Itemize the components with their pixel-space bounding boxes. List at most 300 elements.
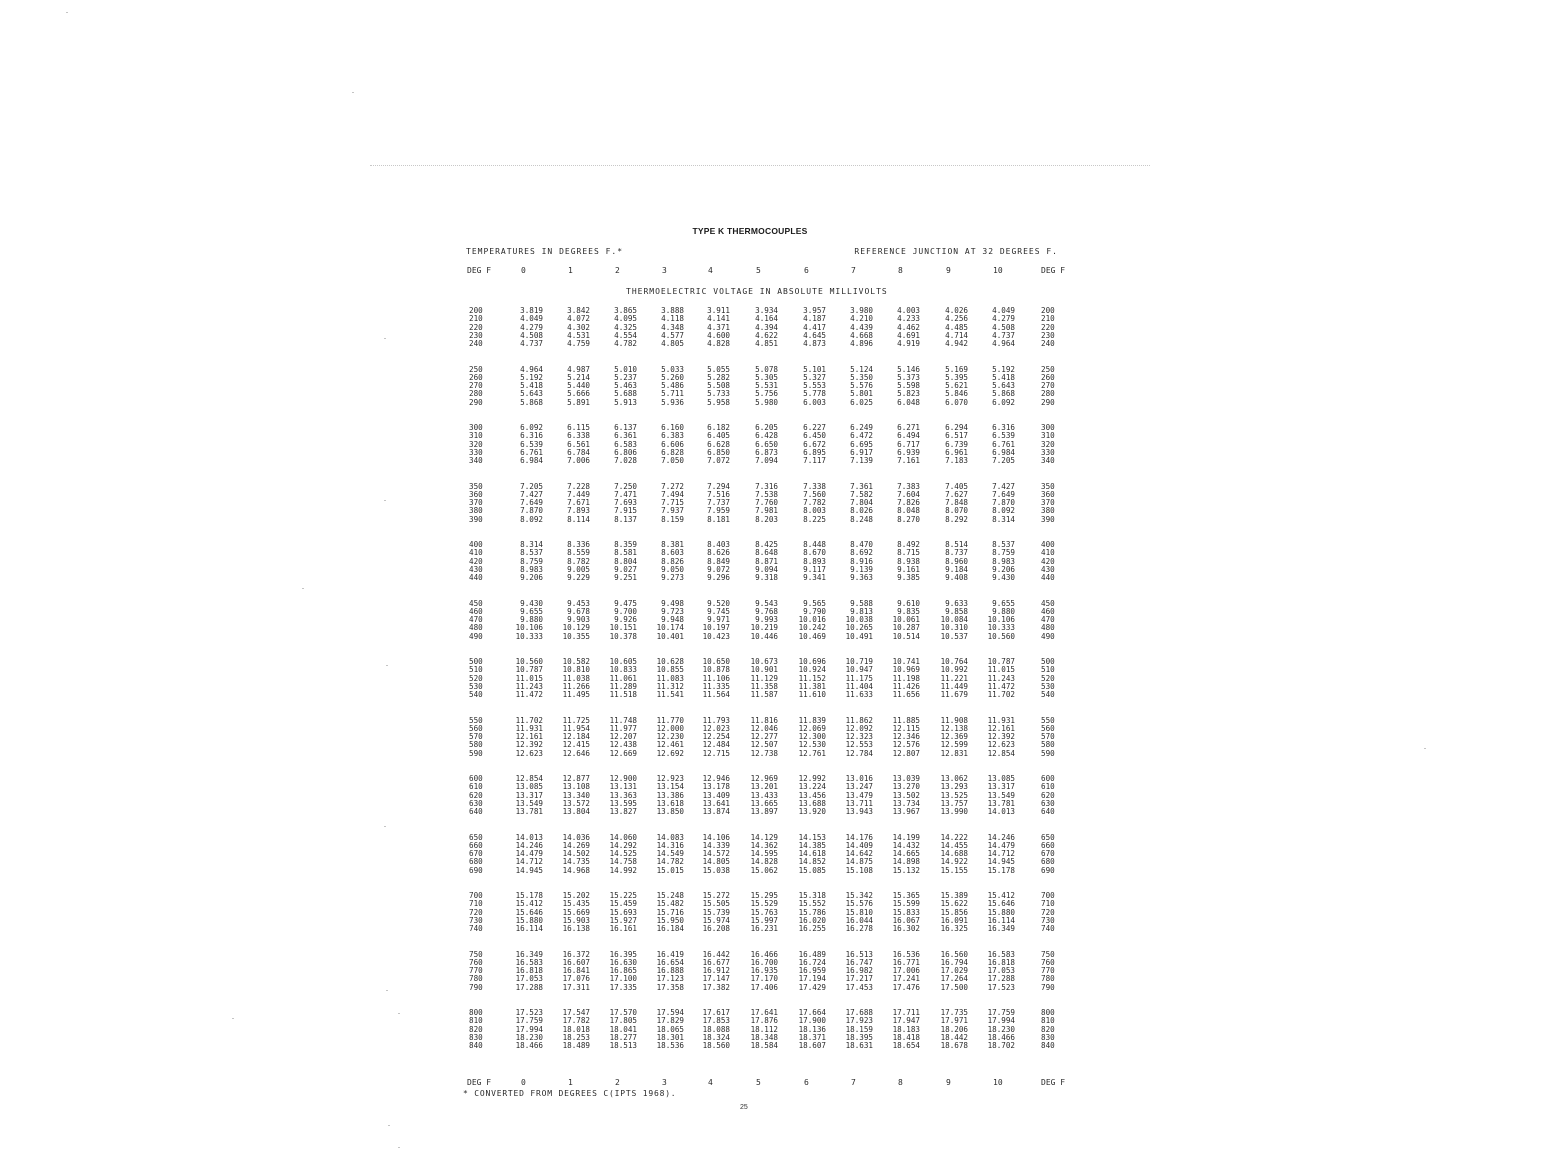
table-cell: 13.711	[845, 798, 873, 808]
table-cell: 3.934	[755, 306, 778, 315]
table-cell: 17.029	[940, 966, 968, 976]
scan-dotted-line	[370, 165, 1150, 166]
table-cell: 7.826	[897, 498, 920, 508]
column-header-bottom-cell-12: DEG F	[1041, 1078, 1066, 1087]
table-cell: 11.061	[609, 673, 637, 683]
table-cell: 7.228	[567, 481, 590, 491]
table-cell: 12.184	[562, 732, 590, 742]
table-cell: 14.246	[515, 840, 543, 850]
table-cell: 7.804	[850, 498, 873, 508]
row-label-left: 430	[469, 564, 483, 574]
row-label-left: 320	[469, 439, 483, 449]
table-cell: 15.716	[656, 907, 684, 917]
table-cell: 18.041	[609, 1024, 637, 1034]
table-cell: 9.251	[614, 573, 637, 583]
table-cell: 12.069	[798, 723, 826, 733]
table-cell: 14.409	[845, 840, 873, 850]
table-cell: 13.456	[798, 790, 826, 800]
row-label-left: 520	[469, 673, 483, 683]
table-cell: 17.194	[798, 974, 826, 984]
table-cell: 4.371	[707, 322, 730, 332]
table-cell: 14.246	[987, 832, 1015, 842]
table-cell: 12.092	[845, 723, 873, 733]
table-cell: 7.870	[992, 498, 1015, 508]
table-cell: 13.641	[702, 798, 730, 808]
table-cell: 6.383	[661, 431, 684, 441]
table-cell: 14.525	[609, 849, 637, 859]
table-cell: 4.668	[850, 330, 873, 340]
row-label-left: 580	[469, 740, 483, 750]
column-header-top-cell-9: 8	[898, 266, 903, 275]
column-header-bottom-cell-9: 8	[898, 1078, 903, 1087]
table-cell: 9.880	[992, 606, 1015, 616]
row-label-left: 600	[469, 774, 483, 783]
table-cell: 13.340	[562, 790, 590, 800]
table-cell: 10.469	[798, 631, 826, 641]
table-cell: 18.489	[562, 1041, 590, 1051]
table-cell: 8.381	[661, 540, 684, 549]
row-label-right: 230	[1041, 330, 1055, 340]
table-cell: 17.500	[940, 982, 968, 992]
table-cell: 6.961	[945, 447, 968, 457]
table-cell: 5.237	[614, 372, 637, 382]
table-cell: 8.759	[992, 548, 1015, 558]
row-label-left: 250	[469, 364, 483, 374]
table-cell: 5.621	[945, 381, 968, 391]
column-header-bottom-cell-1: 0	[521, 1078, 526, 1087]
table-cell: 17.288	[515, 982, 543, 992]
row-label-left: 440	[469, 573, 483, 583]
table-cell: 6.294	[945, 423, 968, 432]
table-cell: 7.715	[661, 498, 684, 508]
table-cell: 17.570	[609, 1008, 637, 1017]
table-cell: 15.739	[702, 907, 730, 917]
table-cell: 17.923	[845, 1016, 873, 1026]
table-cell: 7.848	[945, 498, 968, 508]
table-cell: 13.850	[656, 807, 684, 817]
table-cell: 17.476	[892, 982, 920, 992]
table-cell: 16.794	[940, 957, 968, 967]
table-cell: 5.576	[850, 381, 873, 391]
table-cell: 3.819	[520, 306, 543, 315]
row-label-right: 830	[1041, 1032, 1055, 1042]
table-cell: 15.786	[798, 907, 826, 917]
row-label-right: 470	[1041, 615, 1055, 625]
table-cell: 12.507	[750, 740, 778, 750]
table-cell: 9.408	[945, 573, 968, 583]
table-cell: 17.971	[940, 1016, 968, 1026]
table-cell: 10.787	[515, 665, 543, 675]
table-cell: 8.826	[661, 556, 684, 566]
table-cell: 4.302	[567, 322, 590, 332]
table-cell: 9.498	[661, 598, 684, 608]
table-cell: 8.470	[850, 540, 873, 549]
table-cell: 15.365	[892, 891, 920, 900]
table-cell: 8.514	[945, 540, 968, 549]
column-header-bottom-cell-8: 7	[851, 1078, 856, 1087]
table-cell: 8.270	[897, 514, 920, 524]
table-cell: 8.292	[945, 514, 968, 524]
table-cell: 12.761	[798, 748, 826, 758]
table-cell: 8.181	[707, 514, 730, 524]
table-cell: 15.459	[609, 899, 637, 909]
table-cell: 5.891	[567, 397, 590, 407]
row-label-left: 230	[469, 330, 483, 340]
table-cell: 7.737	[707, 498, 730, 508]
row-label-right: 580	[1041, 740, 1055, 750]
table-cell: 11.931	[515, 723, 543, 733]
row-label-right: 790	[1041, 982, 1055, 992]
table-cell: 16.161	[609, 924, 637, 934]
row-label-left: 620	[469, 790, 483, 800]
table-cell: 14.549	[656, 849, 684, 859]
table-cell: 12.854	[987, 748, 1015, 758]
table-cell: 7.937	[661, 506, 684, 516]
row-label-left: 210	[469, 314, 483, 324]
table-cell: 14.852	[798, 857, 826, 867]
scan-speck	[386, 990, 388, 991]
table-cell: 6.939	[897, 447, 920, 457]
table-cell: 14.106	[702, 832, 730, 842]
table-cell: 4.049	[992, 306, 1015, 315]
table-cell: 11.243	[515, 681, 543, 691]
table-cell: 9.903	[567, 615, 590, 625]
table-cell: 13.317	[515, 790, 543, 800]
table-cell: 6.650	[755, 439, 778, 449]
table-cell: 16.959	[798, 966, 826, 976]
table-cell: 7.028	[614, 456, 637, 466]
table-cell: 17.876	[750, 1016, 778, 1026]
table-cell: 17.006	[892, 966, 920, 976]
table-cell: 17.100	[609, 974, 637, 984]
table-cell: 11.472	[987, 681, 1015, 691]
table-cell: 10.378	[609, 631, 637, 641]
row-label-right: 810	[1041, 1016, 1055, 1026]
table-cell: 17.311	[562, 982, 590, 992]
table-cell: 12.946	[702, 774, 730, 783]
table-cell: 11.243	[987, 673, 1015, 683]
table-cell: 4.026	[945, 306, 968, 315]
table-cell: 16.184	[656, 924, 684, 934]
table-cell: 13.039	[892, 774, 920, 783]
table-cell: 14.013	[515, 832, 543, 842]
table-cell: 13.572	[562, 798, 590, 808]
table-cell: 12.484	[702, 740, 730, 750]
table-cell: 14.758	[609, 857, 637, 867]
table-cell: 16.583	[515, 957, 543, 967]
table-cell: 5.124	[850, 364, 873, 374]
table-cell: 17.994	[515, 1024, 543, 1034]
table-cell: 7.649	[520, 498, 543, 508]
table-cell: 4.210	[850, 314, 873, 324]
table-cell: 16.442	[702, 949, 730, 959]
table-cell: 8.804	[614, 556, 637, 566]
table-cell: 14.339	[702, 840, 730, 850]
table-cell: 18.230	[515, 1032, 543, 1042]
table-cell: 8.403	[707, 540, 730, 549]
table-cell: 10.106	[987, 615, 1015, 625]
table-cell: 5.101	[803, 364, 826, 374]
table-cell: 12.553	[845, 740, 873, 750]
table-cell: 14.385	[798, 840, 826, 850]
table-cell: 17.147	[702, 974, 730, 984]
table-cell: 10.719	[845, 657, 873, 666]
table-cell: 18.088	[702, 1024, 730, 1034]
row-label-right: 490	[1041, 631, 1055, 641]
table-cell: 9.206	[520, 573, 543, 583]
table-cell: 18.018	[562, 1024, 590, 1034]
table-cell: 18.395	[845, 1032, 873, 1042]
table-cell: 11.175	[845, 673, 873, 683]
table-cell: 17.429	[798, 982, 826, 992]
table-cell: 8.983	[992, 556, 1015, 566]
row-label-left: 420	[469, 556, 483, 566]
row-label-right: 220	[1041, 322, 1055, 332]
table-cell: 9.835	[897, 606, 920, 616]
table-cell: 13.363	[609, 790, 637, 800]
table-cell: 15.062	[750, 865, 778, 875]
table-cell: 6.316	[520, 431, 543, 441]
table-cell: 18.418	[892, 1032, 920, 1042]
row-label-right: 710	[1041, 899, 1055, 909]
scan-speck	[384, 338, 386, 339]
row-label-right: 450	[1041, 598, 1055, 608]
table-cell: 6.606	[661, 439, 684, 449]
table-cell: 12.323	[845, 732, 873, 742]
table-cell: 7.516	[707, 489, 730, 499]
column-header-top-cell-1: 0	[521, 266, 526, 275]
table-cell: 4.805	[661, 339, 684, 349]
table-cell: 7.427	[520, 489, 543, 499]
row-label-right: 740	[1041, 924, 1055, 934]
table-cell: 9.610	[897, 598, 920, 608]
table-cell: 13.618	[656, 798, 684, 808]
table-cell: 11.129	[750, 673, 778, 683]
table-cell: 9.027	[614, 564, 637, 574]
table-cell: 8.737	[945, 548, 968, 558]
table-cell: 16.654	[656, 957, 684, 967]
table-cell: 12.346	[892, 732, 920, 742]
table-cell: 6.472	[850, 431, 873, 441]
row-label-left: 760	[469, 957, 483, 967]
table-cell: 12.369	[940, 732, 968, 742]
table-cell: 13.062	[940, 774, 968, 783]
table-cell: 9.072	[707, 564, 730, 574]
table-cell: 18.678	[940, 1041, 968, 1051]
row-label-right: 750	[1041, 949, 1055, 959]
table-cell: 17.759	[515, 1016, 543, 1026]
table-cell: 12.230	[656, 732, 684, 742]
column-header-top-cell-7: 6	[804, 266, 809, 275]
table-cell: 5.846	[945, 389, 968, 399]
table-cell: 9.453	[567, 598, 590, 608]
table-cell: 16.865	[609, 966, 637, 976]
table-cell: 7.072	[707, 456, 730, 466]
row-label-right: 310	[1041, 431, 1055, 441]
table-cell: 12.669	[609, 748, 637, 758]
table-cell: 5.508	[707, 381, 730, 391]
table-cell: 14.968	[562, 865, 590, 875]
table-cell: 10.355	[562, 631, 590, 641]
table-cell: 6.182	[707, 423, 730, 432]
table-cell: 14.898	[892, 857, 920, 867]
row-label-right: 240	[1041, 339, 1055, 349]
row-label-left: 370	[469, 498, 483, 508]
table-cell: 7.294	[707, 481, 730, 491]
table-cell: 4.095	[614, 314, 637, 324]
table-cell: 4.851	[755, 339, 778, 349]
table-cell: 15.646	[515, 907, 543, 917]
table-cell: 17.217	[845, 974, 873, 984]
table-cell: 7.272	[661, 481, 684, 491]
row-label-left: 240	[469, 339, 483, 349]
table-cell: 13.131	[609, 782, 637, 792]
table-cell: 10.151	[609, 623, 637, 633]
row-label-right: 630	[1041, 798, 1055, 808]
table-cell: 18.607	[798, 1041, 826, 1051]
table-cell: 18.466	[987, 1032, 1015, 1042]
table-cell: 10.106	[515, 623, 543, 633]
table-cell: 14.013	[987, 807, 1015, 817]
column-header-top-cell-2: 1	[568, 266, 573, 275]
table-cell: 3.911	[707, 306, 730, 315]
row-label-left: 450	[469, 598, 483, 608]
table-cell: 10.038	[845, 615, 873, 625]
table-cell: 9.273	[661, 573, 684, 583]
row-label-left: 650	[469, 832, 483, 842]
table-cell: 7.893	[567, 506, 590, 516]
table-cell: 11.610	[798, 690, 826, 700]
table-cell: 11.289	[609, 681, 637, 691]
table-cell: 9.926	[614, 615, 637, 625]
table-cell: 13.085	[515, 782, 543, 792]
table-cell: 6.405	[707, 431, 730, 441]
table-cell: 17.711	[892, 1008, 920, 1017]
table-cell: 17.358	[656, 982, 684, 992]
table-cell: 13.549	[987, 790, 1015, 800]
scan-speck	[398, 1147, 400, 1148]
row-label-left: 530	[469, 681, 483, 691]
table-cell: 4.645	[803, 330, 826, 340]
table-cell: 7.760	[755, 498, 778, 508]
scan-speck	[398, 1013, 400, 1014]
table-cell: 4.279	[992, 314, 1015, 324]
table-cell: 14.292	[609, 840, 637, 850]
table-cell: 5.868	[992, 389, 1015, 399]
table-cell: 8.048	[897, 506, 920, 516]
table-cell: 9.161	[897, 564, 920, 574]
table-cell: 7.050	[661, 456, 684, 466]
table-cell: 15.880	[987, 907, 1015, 917]
table-cell: 6.739	[945, 439, 968, 449]
table-cell: 18.206	[940, 1024, 968, 1034]
row-label-right: 210	[1041, 314, 1055, 324]
table-cell: 14.479	[987, 840, 1015, 850]
table-cell: 8.759	[520, 556, 543, 566]
table-cell: 13.085	[987, 774, 1015, 783]
table-cell: 7.471	[614, 489, 637, 499]
temperature-units-note: TEMPERATURES IN DEGREES F.*	[466, 247, 624, 256]
table-cell: 6.450	[803, 431, 826, 441]
table-cell: 10.446	[750, 631, 778, 641]
column-header-top-cell-3: 2	[615, 266, 620, 275]
table-cell: 14.432	[892, 840, 920, 850]
table-cell: 15.833	[892, 907, 920, 917]
table-cell: 9.723	[661, 606, 684, 616]
table-cell: 8.137	[614, 514, 637, 524]
table-cell: 12.207	[609, 732, 637, 742]
row-label-right: 340	[1041, 456, 1055, 466]
table-cell: 4.439	[850, 322, 873, 332]
scan-speck	[386, 665, 388, 666]
table-cell: 4.462	[897, 322, 920, 332]
table-cell: 10.514	[892, 631, 920, 641]
table-cell: 8.314	[520, 540, 543, 549]
table-cell: 10.650	[702, 657, 730, 666]
table-cell: 10.537	[940, 631, 968, 641]
table-cell: 6.205	[755, 423, 778, 432]
row-label-right: 760	[1041, 957, 1055, 967]
table-cell: 8.448	[803, 540, 826, 549]
row-label-left: 550	[469, 715, 483, 725]
table-cell: 16.747	[845, 957, 873, 967]
table-cell: 9.971	[707, 615, 730, 625]
table-cell: 11.015	[515, 673, 543, 683]
row-label-left: 560	[469, 723, 483, 733]
table-cell: 5.192	[520, 372, 543, 382]
table-cell: 17.382	[702, 982, 730, 992]
table-cell: 6.583	[614, 439, 637, 449]
row-label-left: 500	[469, 657, 483, 666]
table-cell: 13.224	[798, 782, 826, 792]
table-cell: 7.006	[567, 456, 590, 466]
table-cell: 12.046	[750, 723, 778, 733]
table-cell: 4.987	[567, 364, 590, 374]
table-cell: 12.646	[562, 748, 590, 758]
row-label-right: 460	[1041, 606, 1055, 616]
table-cell: 13.781	[987, 798, 1015, 808]
table-cell: 5.055	[707, 364, 730, 374]
table-cell: 16.489	[798, 949, 826, 959]
table-cell: 13.502	[892, 790, 920, 800]
table-cell: 9.678	[567, 606, 590, 616]
table-cell: 5.350	[850, 372, 873, 382]
table-cell: 15.272	[702, 891, 730, 900]
table-cell: 10.265	[845, 623, 873, 633]
table-cell: 16.630	[609, 957, 637, 967]
table-cell: 9.385	[897, 573, 920, 583]
table-cell: 14.735	[562, 857, 590, 867]
table-cell: 5.486	[661, 381, 684, 391]
table-cell: 14.595	[750, 849, 778, 859]
table-cell: 15.178	[515, 891, 543, 900]
table-cell: 4.759	[567, 339, 590, 349]
table-cell: 9.543	[755, 598, 778, 608]
table-cell: 6.539	[520, 439, 543, 449]
table-cell: 14.922	[940, 857, 968, 867]
table-cell: 15.202	[562, 891, 590, 900]
table-cell: 17.547	[562, 1008, 590, 1017]
row-label-left: 270	[469, 381, 483, 391]
table-cell: 15.482	[656, 899, 684, 909]
table-cell: 11.702	[515, 715, 543, 725]
column-header-top-cell-8: 7	[851, 266, 856, 275]
table-cell: 14.712	[515, 857, 543, 867]
table-cell: 6.761	[520, 447, 543, 457]
table-cell: 12.415	[562, 740, 590, 750]
table-cell: 9.858	[945, 606, 968, 616]
row-label-right: 640	[1041, 807, 1055, 817]
